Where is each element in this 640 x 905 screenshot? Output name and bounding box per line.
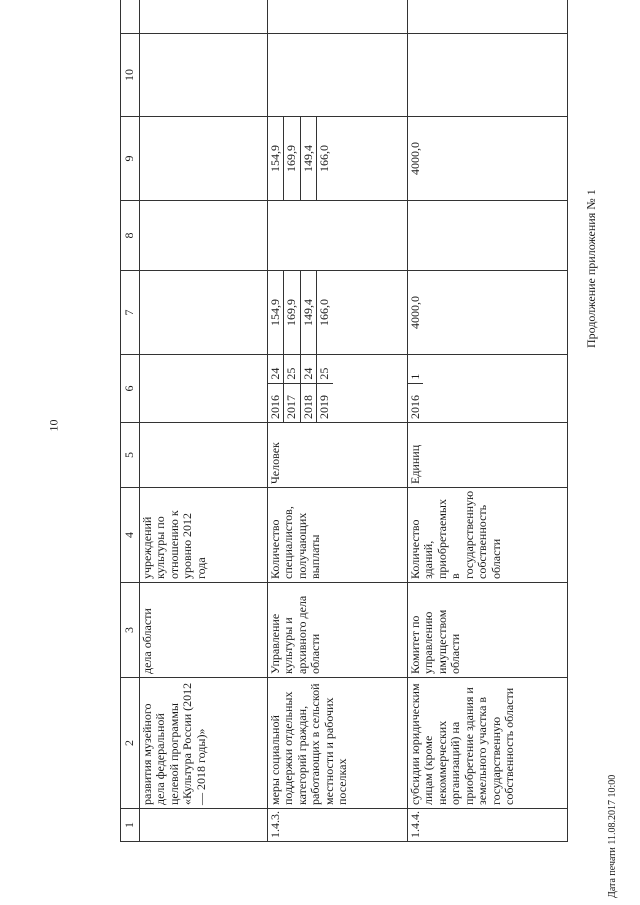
page-number: 10	[46, 419, 61, 432]
year-value: 25	[284, 355, 300, 383]
unit: Единиц	[408, 423, 568, 488]
amount-col-8	[140, 201, 268, 271]
print-date: Дата печати 11.08.2017 10:00	[607, 774, 618, 898]
table-row	[268, 0, 408, 842]
amount-subtable	[268, 117, 333, 200]
appendix-note: Продолжение приложения № 1	[584, 189, 598, 348]
year-values	[408, 355, 568, 423]
year-value: 24	[268, 355, 284, 383]
year-value: 24	[300, 355, 316, 383]
year-row	[300, 355, 316, 422]
col-header-7: 7	[121, 271, 140, 355]
amount-col-9: 4000,0	[408, 117, 568, 201]
amount-col-11	[268, 0, 408, 34]
amount-col-9	[268, 117, 408, 201]
year-row	[317, 355, 333, 422]
col-header-2: 2	[121, 678, 140, 809]
measure-name: субсидии юридическим лицам (кроме некоммерческих организаций) на приобретение здания и земельного участка в государственную собственность области	[408, 678, 568, 809]
unit: Человек	[268, 423, 408, 488]
executor: Управление культуры и архивного дела области	[268, 583, 408, 678]
year-row	[268, 355, 284, 422]
amount-col-7	[140, 271, 268, 355]
col-header-5: 5	[121, 423, 140, 488]
amount-col-8	[268, 201, 408, 271]
amount-value: 149,4	[300, 271, 316, 354]
executor: дела области	[140, 583, 268, 678]
year-values	[140, 355, 268, 423]
measure-name: развития музейного дела федеральной целевой программы «Культура России (2012 — 2018 годы)»	[140, 678, 268, 809]
year: 2017	[284, 383, 300, 422]
year: 2016	[268, 395, 282, 419]
amount-col-11	[408, 0, 568, 34]
amount-col-11	[140, 0, 268, 34]
amount-col-9	[140, 117, 268, 201]
amount-col-10	[268, 34, 408, 117]
amount-value: 149,4	[300, 117, 316, 200]
rotated-table-container	[120, 32, 572, 842]
col-header-3: 3	[121, 583, 140, 678]
year: 2018	[300, 383, 316, 422]
amount-col-8	[408, 201, 568, 271]
year-value: 25	[317, 355, 333, 383]
program-table	[120, 0, 568, 842]
row-number	[140, 809, 268, 842]
amount-value: 169,9	[284, 117, 300, 200]
amount-value: 166,0	[317, 271, 333, 354]
col-header-1: 1	[121, 809, 140, 842]
measure-name: меры социальной поддержки отдельных категорий граждан, работающих в сельской местности и рабочих поселках	[268, 678, 408, 809]
indicator: Количество специалистов, получающих выплаты	[268, 488, 408, 583]
col-header-4: 4	[121, 488, 140, 583]
year-value: 1	[408, 355, 423, 383]
unit	[140, 423, 268, 488]
row-number: 1.4.4.	[408, 809, 568, 842]
year-subtable	[268, 355, 333, 422]
amount-value: 154,9	[268, 299, 282, 326]
amount-col-10	[140, 34, 268, 117]
executor: Комитет по управлению имуществом области	[408, 583, 568, 678]
amount-col-7: 4000,0	[408, 271, 568, 355]
year: 2019	[317, 383, 333, 422]
table-row	[140, 0, 268, 842]
table-row	[408, 0, 568, 842]
amount-value: 169,9	[284, 271, 300, 354]
col-header-9: 9	[121, 117, 140, 201]
col-header-10: 10	[121, 34, 140, 117]
year-row	[408, 355, 423, 422]
header-row	[121, 0, 140, 842]
amount-value: 166,0	[317, 117, 333, 200]
year: 2016	[408, 395, 422, 419]
indicator: Количество зданий, приобретаемых в государственную собственность области	[408, 488, 568, 583]
amount-col-7	[268, 271, 408, 355]
year-row	[284, 355, 300, 422]
row-number: 1.4.3.	[268, 809, 408, 842]
amount-subtable	[268, 271, 333, 354]
amount-value: 154,9	[268, 145, 282, 172]
year-values	[268, 355, 408, 423]
amount-col-10	[408, 34, 568, 117]
year-subtable	[408, 355, 423, 422]
col-header-6: 6	[121, 355, 140, 423]
indicator: учреждений культуры по отношению к уровню 2012 года	[140, 488, 268, 583]
col-header-8: 8	[121, 201, 140, 271]
col-header-11	[121, 0, 140, 34]
